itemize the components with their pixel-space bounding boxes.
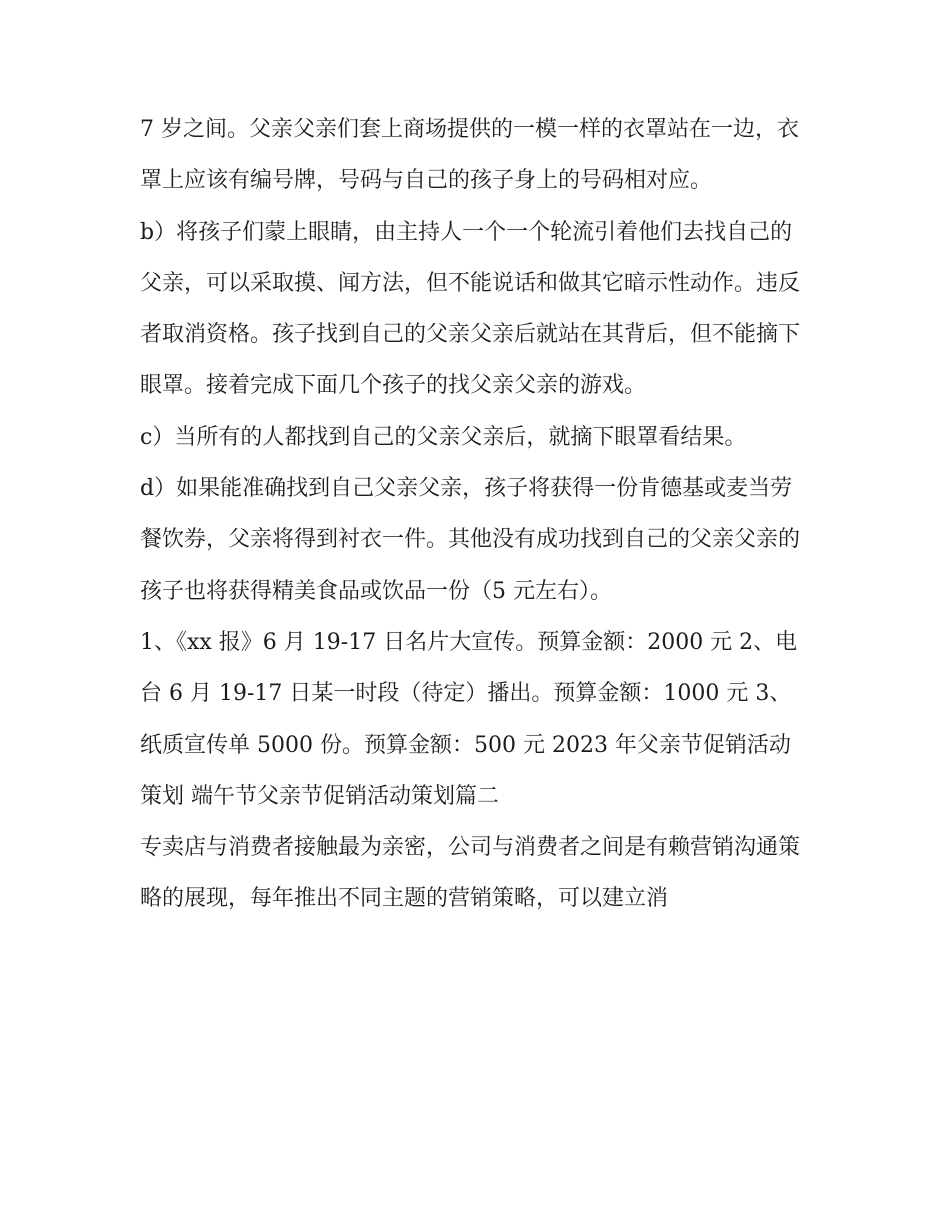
paragraph-rule-d: d）如果能准确找到自己父亲父亲，孩子将获得一份肯德基或麦当劳餐饮券，父亲将得到衬衣一件。其他没有成功找到自己的父亲父亲的孩子也将获得精美食品或饮品一份（5 元左右）。 — [140, 476, 801, 604]
paragraph-store-intro: 专卖店与消费者接触最为亲密，公司与消费者之间是有赖营销沟通策略的展现，每年推出不同主题的营销策略，可以建立消 — [140, 835, 801, 912]
document-body — [140, 104, 812, 925]
paragraph-rules-intro: 7 岁之间。父亲父亲们套上商场提供的一模一样的衣罩站在一边，衣罩上应该有编号牌，号码与自己的孩子身上的号码相对应。 — [140, 117, 799, 194]
paragraph-rule-c: c）当所有的人都找到自己的父亲父亲后，就摘下眼罩看结果。 — [140, 424, 747, 450]
paragraph-budget: 1、《xx 报》6 月 19-17 日名片大宣传。预算金额：2000 元 2、电台 6 月 19-17 日某一时段（待定）播出。预算金额：1000 元 3、纸质宣传单 5000 份。预算金额：500 元 2023 年父亲节促销活动策划 端午节父亲节促销活动策划篇二 — [140, 629, 798, 809]
paragraph-rule-b: b）将孩子们蒙上眼睛，由主持人一个一个轮流引着他们去找自己的父亲，可以采取摸、闻方法，但不能说话和做其它暗示性动作。违反者取消资格。孩子找到自己的父亲父亲后就站在其背后，但不能摘下眼罩。接着完成下面几个孩子的找父亲父亲的游戏。 — [140, 219, 801, 399]
